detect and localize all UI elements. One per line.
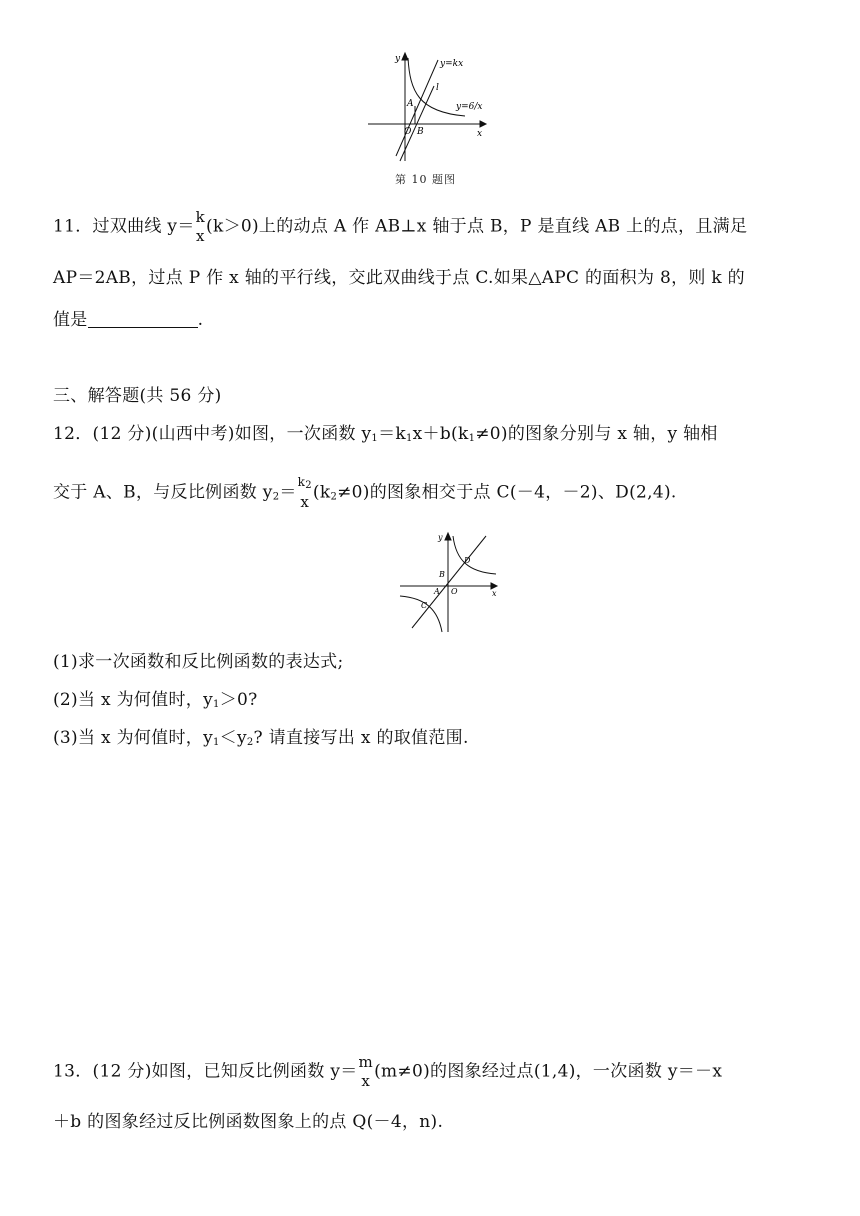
q12-fraction bbox=[298, 476, 312, 510]
q11-answer-blank[interactable] bbox=[88, 311, 198, 328]
linear-function-line bbox=[412, 536, 486, 628]
q12-frac-num-sub: 2 bbox=[305, 480, 312, 491]
fig12-label-o: O bbox=[451, 587, 458, 596]
q12-text-1d: ≠0)的图象分别与 x 轴，y 轴相 bbox=[475, 424, 718, 444]
fig10-label-l: l bbox=[436, 83, 439, 93]
q13-line-2: ＋b 的图象经过反比例函数图象上的点 Q(－4，n). bbox=[53, 1112, 444, 1132]
q11-frac-num: k bbox=[195, 208, 206, 226]
q12-sub-5: 2 bbox=[330, 491, 338, 503]
q13-text-1b: (m≠0)的图象经过点(1,4)，一次函数 y＝－x bbox=[374, 1061, 723, 1082]
q12-text-2d: ≠0)的图象相交于点 C(－4，－2)、D(2,4). bbox=[337, 482, 677, 503]
fig10-label-b: B bbox=[417, 127, 424, 137]
fig12-label-b: B bbox=[439, 570, 445, 579]
q11-text-1a: 11．过双曲线 y＝ bbox=[53, 216, 195, 237]
section-3-title: 三、解答题(共 56 分) bbox=[53, 386, 222, 406]
fig10-label-a: A bbox=[407, 99, 414, 109]
q11-line-1 bbox=[53, 210, 747, 244]
q12-part2-b: ＞0? bbox=[219, 690, 258, 710]
q11-text-3-end: . bbox=[197, 310, 204, 330]
q12-line-2 bbox=[53, 476, 677, 510]
q12-text-2c: (k bbox=[312, 482, 331, 503]
q12-text-1a: 12．(12 分)(山西中考)如图，一次函数 y bbox=[53, 424, 372, 444]
q12-part3-b: ＜y bbox=[219, 728, 247, 748]
q12-part3-c: ? 请直接写出 x 的取值范围. bbox=[253, 728, 469, 748]
y-axis-arrow bbox=[402, 53, 408, 60]
q12-part2-a: (2)当 x 为何值时，y bbox=[53, 690, 213, 710]
q12-text-1c: x＋b(k bbox=[412, 424, 469, 444]
q11-fraction bbox=[196, 210, 205, 244]
q12-part-3 bbox=[53, 726, 469, 755]
q12-sub-2: 1 bbox=[405, 433, 413, 444]
fig10-label-kx: y=kx bbox=[440, 59, 464, 69]
figure-10-graph bbox=[360, 46, 490, 166]
x-axis-arrow bbox=[480, 121, 486, 127]
q12-sub-4: 2 bbox=[272, 491, 280, 503]
q13-text-1a: 13．(12 分)如图，已知反比例函数 y＝ bbox=[53, 1061, 358, 1082]
q12-frac-num-k: k bbox=[297, 475, 306, 489]
q11-line-3 bbox=[53, 308, 203, 332]
q12-sub-3: 1 bbox=[468, 433, 476, 444]
q13-line-1 bbox=[53, 1055, 722, 1089]
q12-frac-den: x bbox=[300, 493, 310, 511]
fig12-label-x: x bbox=[492, 589, 497, 598]
q12-part3-sub1: 1 bbox=[212, 737, 220, 748]
q12-text-2a: 交于 A、B，与反比例函数 y bbox=[53, 482, 273, 503]
q11-text-1b: (k＞0)上的动点 A 作 AB⊥x 轴于点 B，P 是直线 AB 上的点，且满足 bbox=[206, 216, 748, 237]
q12-text-2b: ＝ bbox=[279, 482, 297, 503]
fig10-label-x: x bbox=[477, 129, 483, 139]
figure-12-graph bbox=[396, 530, 506, 634]
fig12-label-a: A bbox=[434, 587, 440, 596]
q11-frac-den: x bbox=[195, 227, 205, 245]
q13-fraction bbox=[359, 1055, 374, 1089]
fig10-label-o: O bbox=[404, 127, 412, 137]
q12-text-1b: ＝k bbox=[378, 424, 406, 444]
q12-part-1: (1)求一次函数和反比例函数的表达式; bbox=[53, 652, 344, 672]
fig10-label-curve: y=6/x bbox=[456, 102, 483, 112]
y-axis-arrow bbox=[445, 533, 451, 540]
q12-frac-num bbox=[298, 476, 312, 493]
fig12-label-d: D bbox=[464, 556, 471, 565]
q12-line-1 bbox=[53, 422, 718, 451]
q11-line-2: AP＝2AB，过点 P 作 x 轴的平行线，交此双曲线于点 C.如果△APC 的面积为 8，则 k 的 bbox=[53, 268, 745, 288]
figure-10-caption: 第 10 题图 bbox=[395, 173, 456, 186]
q13-frac-den: x bbox=[361, 1072, 371, 1090]
q12-sub-1: 1 bbox=[371, 433, 379, 444]
q12-part3-sub2: 2 bbox=[246, 737, 254, 748]
fig10-label-y: y bbox=[395, 54, 401, 64]
q12-part2-sub: 1 bbox=[212, 699, 220, 710]
q12-part3-a: (3)当 x 为何值时，y bbox=[53, 728, 213, 748]
q12-part-2 bbox=[53, 688, 258, 717]
fig12-label-c: C bbox=[421, 601, 428, 610]
fig12-label-y: y bbox=[438, 533, 443, 542]
q13-frac-num: m bbox=[358, 1053, 374, 1071]
q11-text-3: 值是 bbox=[53, 310, 88, 330]
